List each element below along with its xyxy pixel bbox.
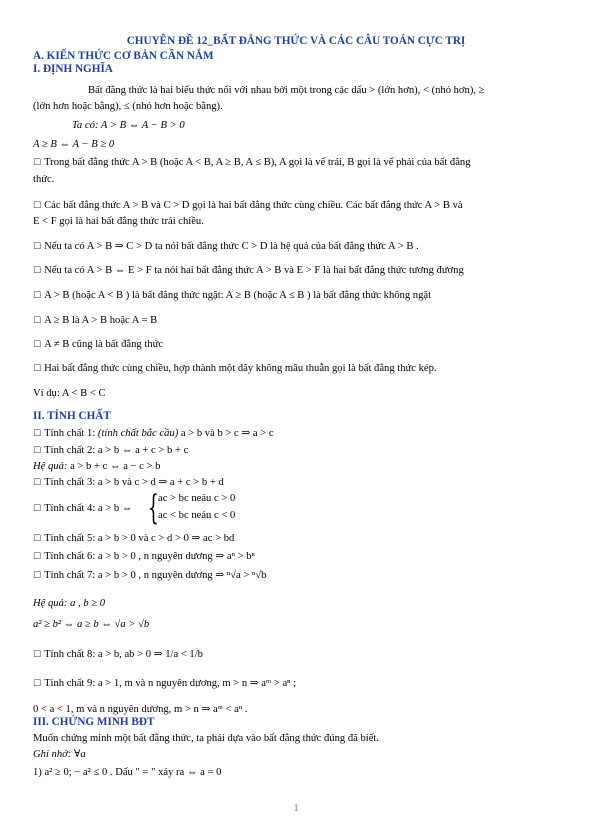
bullet-item — [33, 199, 463, 213]
property-1 — [33, 427, 274, 441]
property-2-text: Tính chất 2: a > b ⇔ a + c > b + c — [44, 445, 189, 456]
def-line-2: A ≥ B ⇔ A − B ≥ 0 — [33, 139, 115, 150]
property-1-note: (tính chất bắc cầu) — [97, 428, 179, 439]
bullet-text: Nếu ta có A > B ⇔ E > F ta nói hai bất đẳng thức A > B và E > F là hai bất đẳng thức tương đương — [44, 265, 464, 276]
property-5 — [33, 532, 234, 546]
definition-paragraph: Bất đẳng thức là hai biểu thức nối với nhau bởi một trong các dấu > (lớn hơn), < (nhỏ hơn), ≥ — [88, 85, 485, 96]
bullet-square-icon: ☐ — [33, 158, 42, 168]
section-a-heading: A. KIẾN THỨC CƠ BẢN CẦN NẮM — [33, 50, 214, 62]
property-2 — [33, 444, 188, 458]
bullet-square-icon: ☐ — [33, 534, 42, 544]
bullet-square-icon: ☐ — [33, 504, 42, 514]
corollary-condition: a , b ≥ 0 — [67, 598, 106, 609]
property-9 — [33, 677, 296, 691]
bullet-square-icon: ☐ — [33, 291, 42, 301]
bullet-square-icon: ☐ — [33, 650, 42, 660]
bullet-square-icon: ☐ — [33, 552, 42, 562]
bullet-text: Nếu ta có A > B ⇒ C > D ta nói bất đẳng thức C > D là hệ quả của bất đẳng thức A > B . — [44, 241, 419, 252]
example-line: Ví dụ: A < B < C — [33, 388, 106, 399]
section-properties-heading: II. TÍNH CHẤT — [33, 410, 111, 422]
property-4 — [33, 502, 132, 516]
bullet-square-icon: ☐ — [33, 429, 42, 439]
bullet-text: Trong bất đẳng thức A > B (hoặc A < B, A ≥ B, A ≤ B), A gọi là vế trái, B gọi là vế phải của bất đẳng — [44, 157, 471, 168]
remember-quantifier: ∀a — [71, 749, 86, 760]
corollary-label: Hệ quả: — [33, 598, 68, 609]
proof-paragraph: Muốn chứng minh một bất đẳng thức, ta phải dựa vào bất đẳng thức đúng đã biết. — [33, 733, 380, 744]
bullet-item — [33, 338, 163, 352]
bullet-item — [33, 362, 437, 376]
bullet-text: A ≥ B là A > B hoặc A = B — [44, 315, 158, 326]
def-line-taco: Ta có: A > B ⇔ A − B > 0 — [72, 120, 185, 131]
property-8-text: Tính chất 8: a > b, ab > 0 ⇒ 1/a < 1/b — [44, 649, 203, 660]
definition-paragraph-cont: (lớn hơn hoặc bằng), ≤ (nhỏ hơn hoặc bằng). — [33, 101, 223, 112]
rule-1: 1) a² ≥ 0; − a² ≤ 0 . Dấu " = " xảy ra ⇔ a = 0 — [33, 767, 222, 778]
property-9-text: Tính chất 9: a > 1, m và n nguyên dương, m > n ⇒ aᵐ > aⁿ ; — [44, 678, 297, 689]
case-positive: ac > bc neáu c > 0 — [158, 493, 236, 504]
property-8 — [33, 648, 203, 662]
page-number: 1 — [293, 803, 299, 814]
property-3-text: Tính chất 3: a > b và c > d ⇒ a + c > b + d — [44, 477, 224, 488]
bullet-text: A > B (hoặc A < B ) là bất đẳng thức ngặt: A ≥ B (hoặc A ≤ B ) là bất đẳng thức không ngặt — [44, 290, 432, 301]
property-7-text: Tính chất 7: a > b > 0 , n nguyên dương ⇒ ⁿ√a > ⁿ√b — [44, 570, 267, 581]
bullet-text: Hai bất đẳng thức cùng chiều, hợp thành một dãy không mâu thuẫn gọi là bất đẳng thức kép. — [44, 363, 437, 374]
bullet-square-icon: ☐ — [33, 316, 42, 326]
bullet-text: Các bất đẳng thức A > B và C > D gọi là hai bất đẳng thức cùng chiều. Các bất đẳng thức A > B và — [44, 200, 463, 211]
bullet-item — [33, 240, 419, 254]
property-1-formula: a > b và b > c ⇒ a > c — [178, 428, 274, 439]
bullet-text-cont: E < F gọi là hai bất đẳng thức trái chiều. — [33, 216, 204, 227]
property-7 — [33, 569, 266, 583]
bullet-square-icon: ☐ — [33, 340, 42, 350]
left-brace-icon: { — [148, 488, 159, 528]
bullet-text-cont: thức. — [33, 174, 55, 185]
bullet-square-icon: ☐ — [33, 478, 42, 488]
property-1-label: Tính chất 1: — [44, 428, 98, 439]
bullet-square-icon: ☐ — [33, 201, 42, 211]
section-proof-heading: III. CHỨNG MINH BĐT — [33, 716, 155, 728]
property-4-text: Tính chất 4: a > b ⇔ — [44, 503, 133, 514]
bullet-square-icon: ☐ — [33, 364, 42, 374]
property-6-text: Tính chất 6: a > b > 0 , n nguyên dương ⇒ aⁿ > bⁿ — [44, 551, 255, 562]
page-title: CHUYÊN ĐỀ 12_BẤT ĐẲNG THỨC VÀ CÁC CÂU TOÁN CỰC TRỊ — [126, 35, 466, 47]
bullet-item — [33, 156, 471, 170]
case-negative: ac < bc neáu c < 0 — [158, 510, 236, 521]
property-9-cont: 0 < a < 1, m và n nguyên dương, m > n ⇒ aᵐ < aⁿ . — [33, 704, 248, 715]
corollary-2-formula: a² ≥ b² ⇔ a ≥ b ⇔ √a > √b — [33, 619, 150, 630]
bullet-square-icon: ☐ — [33, 446, 42, 456]
bullet-text: A ≠ B cũng là bất đẳng thức — [44, 339, 164, 350]
section-definition-heading: I. ĐỊNH NGHĨA — [33, 63, 113, 75]
property-3 — [33, 476, 224, 490]
property-5-text: Tính chất 5: a > b > 0 và c > d > 0 ⇒ ac > bd — [44, 533, 235, 544]
remember-label: Ghi nhớ: — [33, 749, 72, 760]
property-6 — [33, 550, 255, 564]
bullet-item — [33, 314, 157, 328]
corollary-label: Hệ quả: — [33, 461, 68, 472]
remember-note — [33, 748, 86, 761]
bullet-item — [33, 289, 431, 303]
bullet-square-icon: ☐ — [33, 571, 42, 581]
bullet-square-icon: ☐ — [33, 266, 42, 276]
bullet-square-icon: ☐ — [33, 679, 42, 689]
bullet-item — [33, 264, 464, 278]
corollary-formula: a > b + c ⇔ a − c > b — [67, 461, 161, 472]
corollary-2 — [33, 597, 105, 610]
corollary-1 — [33, 460, 160, 473]
bullet-square-icon: ☐ — [33, 242, 42, 252]
